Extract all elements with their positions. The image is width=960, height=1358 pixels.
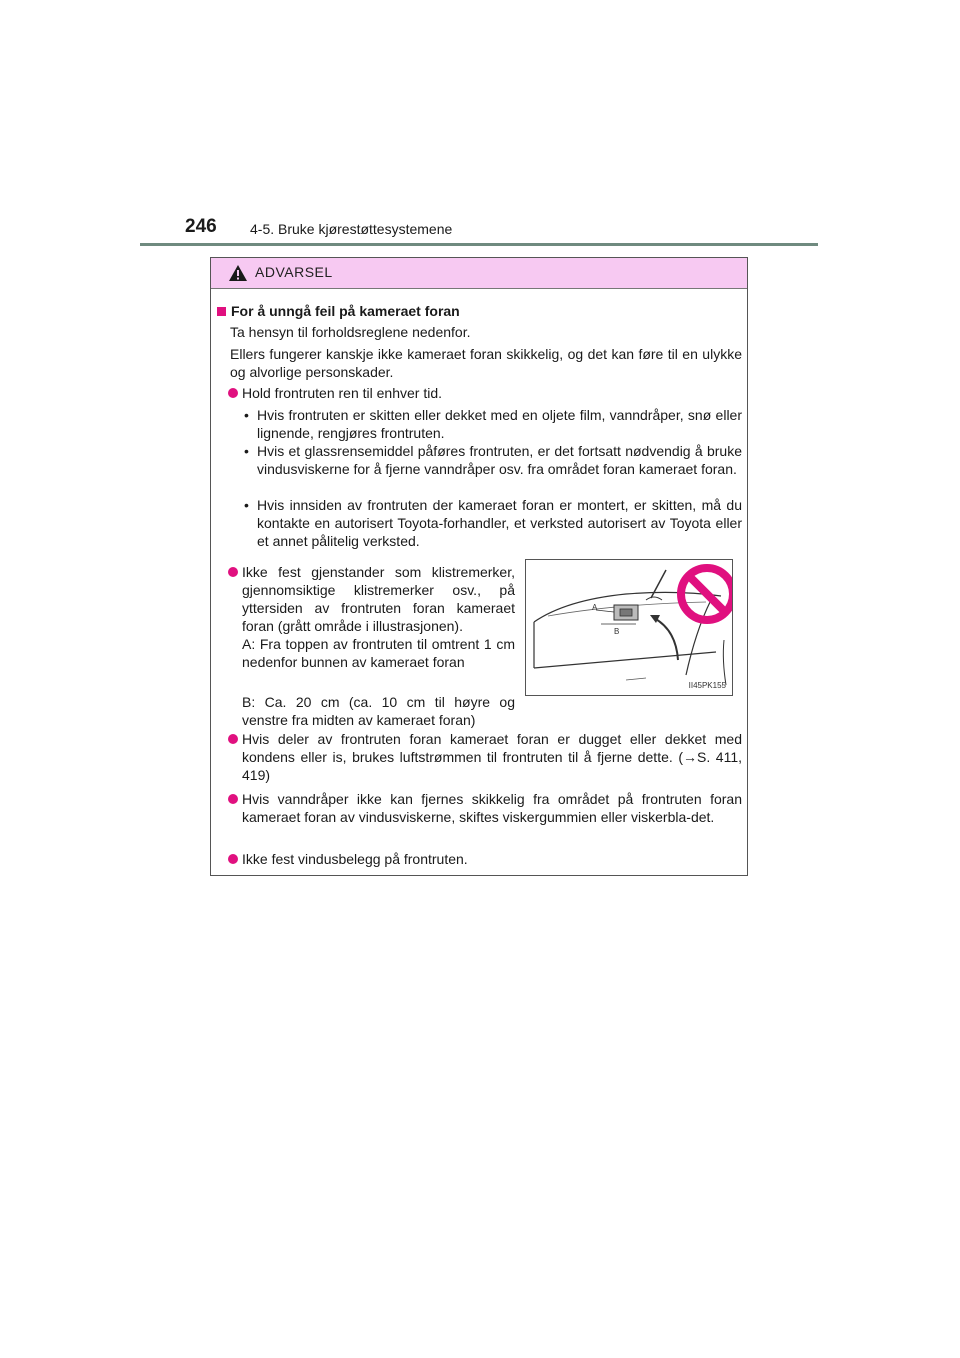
item-2-note-b: B: Ca. 20 cm (ca. 10 cm til høyre og venstre fra midten av kameraet foran) <box>242 694 515 728</box>
sub-bullet-icon: • <box>244 497 249 513</box>
item-2-text: Ikke fest gjenstander som klistremerker, gjennomsiktige klistremerker osv., på yttersiden av frontruten foran kameraet foran (grått område i illustrasjonen). <box>242 564 515 634</box>
label-a: A <box>592 603 598 612</box>
label-b: B <box>614 627 620 636</box>
intro-text-2: Ellers fungerer kanskje ikke kameraet foran skikkelig, og det kan føre til en ulykke og alvorlige personskader. <box>230 346 742 380</box>
warning-label: ADVARSEL <box>255 264 333 280</box>
round-bullet-icon <box>228 734 238 744</box>
item-1-sub-3: Hvis innsiden av frontruten der kameraet foran er montert, er skitten, må du kontakte en autorisert Toyota-forhandler, et verksted autorisert av Toyota eller et annet pålitelig verksted. <box>257 497 742 549</box>
item-1-sub-1: Hvis frontruten er skitten eller dekket med en oljete film, vanndråper, snø eller lignende, rengjøres frontruten. <box>257 407 742 441</box>
item-4-text: Hvis vanndråper ikke kan fjernes skikkelig fra området på frontruten foran kameraet foran av vindusviskerne, skiftes viskergummien eller viskerbla-det. <box>242 791 742 825</box>
windshield-camera-illustration <box>525 559 733 696</box>
header-rule <box>140 243 818 246</box>
round-bullet-icon <box>228 794 238 804</box>
windshield-illustration-drawing <box>526 560 732 695</box>
prohibited-icon <box>681 568 732 620</box>
warning-heading: For å unngå feil på kameraet foran <box>217 302 737 320</box>
item-2-note-a: A: Fra toppen av frontruten til omtrent 1 cm nedenfor bunnen av kameraet foran <box>242 636 515 670</box>
square-bullet-icon <box>217 307 226 316</box>
item-3-text: Hvis deler av frontruten foran kameraet foran er dugget eller dekket med kondens eller is, brukes luftstrømmen til frontruten til å fjerne dette. (→S. 411, 419) <box>242 731 742 783</box>
item-1-text: Hold frontruten ren til enhver tid. <box>242 385 442 401</box>
warning-box <box>210 257 748 876</box>
item-5-text: Ikke fest vindusbelegg på frontruten. <box>242 851 468 867</box>
round-bullet-icon <box>228 388 238 398</box>
warning-triangle-icon <box>228 264 248 282</box>
section-title: 4-5. Bruke kjørestøttesystemene <box>250 221 453 237</box>
illustration-code: II45PK155 <box>688 681 726 690</box>
item-1-sub-2: Hvis et glassrensemiddel påføres frontruten, er det fortsatt nødvendig å bruke vindusviskerne for å fjerne vanndråper osv. fra området foran kameraet foran. <box>257 443 742 477</box>
page-number: 246 <box>185 216 217 237</box>
sub-bullet-icon: • <box>244 407 249 423</box>
round-bullet-icon <box>228 567 238 577</box>
intro-text-1: Ta hensyn til forholdsreglene nedenfor. <box>230 324 471 340</box>
round-bullet-icon <box>228 854 238 864</box>
warning-header <box>211 258 747 289</box>
sub-bullet-icon: • <box>244 443 249 459</box>
